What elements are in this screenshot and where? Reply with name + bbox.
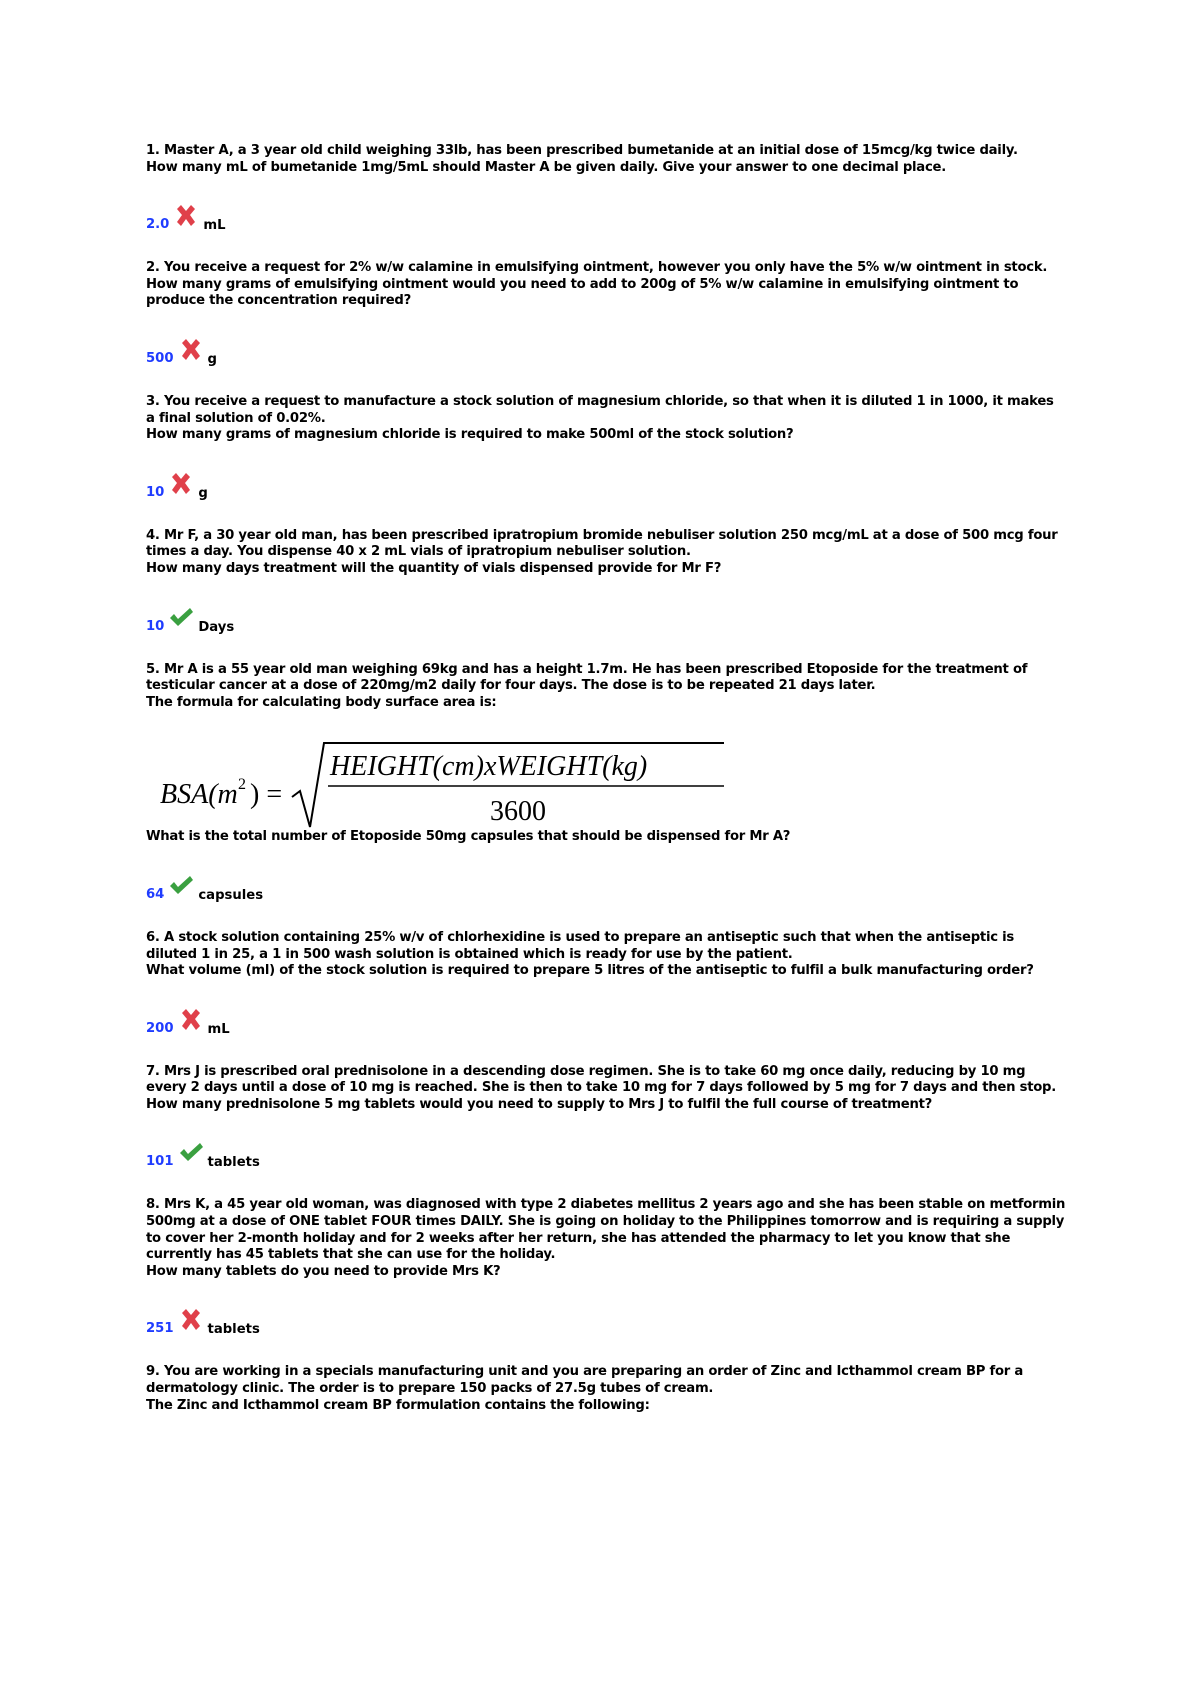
answer-unit: tablets [207, 1322, 260, 1338]
question-text: 4. Mr F, a 30 year old man, has been prescribed ipratropium bromide nebuliser solution 250 mcg/mL at a dose of 500 mcg four times a day. You dispense 40 x 2 mL vials of ipratropium nebuliser solution. [146, 527, 1058, 560]
formula-lhs-close: ) = [250, 779, 283, 811]
answer-4 [146, 604, 1066, 634]
check-icon [168, 873, 194, 899]
formula-lhs: BSA(m [160, 779, 238, 811]
question-text: 7. Mrs J is prescribed oral prednisolone in a descending dose regimen. She is to take 60 mg once daily, reducing by 10 mg every 2 days until a dose of 10 mg is reached. She is then to take 10 mg for 7 days followed by 5 mg for 7 days and then stop. [146, 1063, 1057, 1096]
answer-unit: mL [207, 1021, 230, 1037]
question-prompt: How many prednisolone 5 mg tablets would you need to supply to Mrs J to fulfil the full course of treatment? [146, 1096, 933, 1112]
question-8 [146, 1197, 1066, 1280]
cross-icon [178, 1307, 204, 1333]
question-4 [146, 528, 1066, 578]
question-3 [146, 394, 1066, 444]
question-text: 1. Master A, a 3 year old child weighing 33lb, has been prescribed bumetanide at an initial dose of 15mcg/kg twice daily. [146, 143, 1018, 158]
answer-unit: capsules [198, 887, 264, 903]
question-6 [146, 930, 1066, 980]
answer-value: 2.0 [146, 217, 170, 233]
question-5 [146, 662, 1066, 712]
question-prompt: How many days treatment will the quantity of vials dispensed provide for Mr F? [146, 560, 722, 576]
question-text: 6. A stock solution containing 25% w/v of chlorhexidine is used to prepare an antiseptic such that when the antiseptic is diluted 1 in 25, a 1 in 500 wash solution is obtained which is ready for use by the patient. [146, 929, 1015, 962]
answer-value: 251 [146, 1321, 174, 1337]
answer-unit: tablets [207, 1155, 260, 1171]
answer-unit: Days [198, 619, 235, 635]
question-text: 8. Mrs K, a 45 year old woman, was diagnosed with type 2 diabetes mellitus 2 years ago and she has been stable on metformin 500mg at a dose of ONE tablet FOUR times DAILY. She is going on holiday to the Philippines tomorrow and is requiring a supply to cover her 2-month holiday and for 2 weeks after her return, she has attended the pharmacy to let you know that she currently has 45 tablets that she can use for the holiday. [146, 1197, 1066, 1263]
question-prompt: How many grams of magnesium chloride is required to make 500ml of the stock solution? [146, 427, 794, 443]
cross-icon [173, 203, 199, 229]
question-text: 9. You are working in a specials manufacturing unit and you are preparing an order of Zinc and Icthammol cream BP for a dermatology clinic. The order is to prepare 150 packs of 27.5g tubes of cream. [146, 1364, 1024, 1397]
answer-unit: mL [203, 218, 226, 234]
question-prompt: The formula for calculating body surface area is: [146, 694, 497, 710]
question-text: 5. Mr A is a 55 year old man weighing 69kg and has a height 1.7m. He has been prescribed Etoposide for the treatment of testicular cancer at a dose of 220mg/m2 daily for four days. The dose is to be repeated 21 days later. [146, 661, 1028, 694]
question-prompt: The Zinc and Icthammol cream BP formulation contains the following: [146, 1397, 650, 1413]
question-prompt: What volume (ml) of the stock solution is required to prepare 5 litres of the antiseptic to fulfil a bulk manufacturing order? [146, 963, 1034, 979]
answer-5 [146, 872, 1066, 902]
answer-3 [146, 470, 1066, 500]
answer-value: 64 [146, 886, 165, 902]
question-1 [146, 143, 1066, 176]
question-text: 2. You receive a request for 2% w/w calamine in emulsifying ointment, however you only have the 5% w/w ointment in stock. [146, 260, 1048, 276]
question-9 [146, 1364, 1066, 1414]
answer-value: 10 [146, 484, 165, 500]
question-7 [146, 1064, 1066, 1114]
question-prompt: How many grams of emulsifying ointment would you need to add to 200g of 5% w/w calamine in emulsifying ointment to produce the concentration required? [146, 276, 1019, 309]
answer-2 [146, 336, 1066, 366]
answer-1 [146, 202, 1066, 232]
answer-unit: g [207, 351, 217, 367]
answer-value: 500 [146, 350, 174, 366]
bsa-formula-image [154, 741, 734, 831]
answer-7 [146, 1139, 1066, 1169]
bsa-formula [146, 711, 1066, 829]
answer-value: 10 [146, 618, 165, 634]
question-prompt: What is the total number of Etoposide 50mg capsules that should be dispensed for Mr A? [146, 829, 791, 845]
question-2 [146, 260, 1066, 310]
answer-6 [146, 1006, 1066, 1036]
question-text: 3. You receive a request to manufacture a stock solution of magnesium chloride, so that when it is diluted 1 in 1000, it makes a final solution of 0.02%. [146, 393, 1054, 426]
formula-numerator: HEIGHT(cm)xWEIGHT(kg) [330, 751, 648, 783]
question-5-followup [146, 829, 1066, 846]
svg-text:BSA(m [160, 779, 238, 810]
answer-8 [146, 1306, 1066, 1336]
answer-unit: g [198, 485, 208, 501]
cross-icon [178, 337, 204, 363]
quiz-results [146, 143, 1066, 1414]
check-icon [178, 1140, 204, 1166]
check-icon [168, 605, 194, 631]
cross-icon [178, 1007, 204, 1033]
cross-icon [168, 471, 194, 497]
formula-exponent: 2 [238, 776, 246, 794]
answer-value: 101 [146, 1154, 174, 1170]
answer-value: 200 [146, 1020, 174, 1036]
question-prompt: How many tablets do you need to provide Mrs K? [146, 1263, 501, 1279]
formula-denominator: 3600 [490, 796, 546, 828]
question-prompt: How many mL of bumetanide 1mg/5mL should Master A be given daily. Give your answer to one decimal place. [146, 159, 946, 175]
